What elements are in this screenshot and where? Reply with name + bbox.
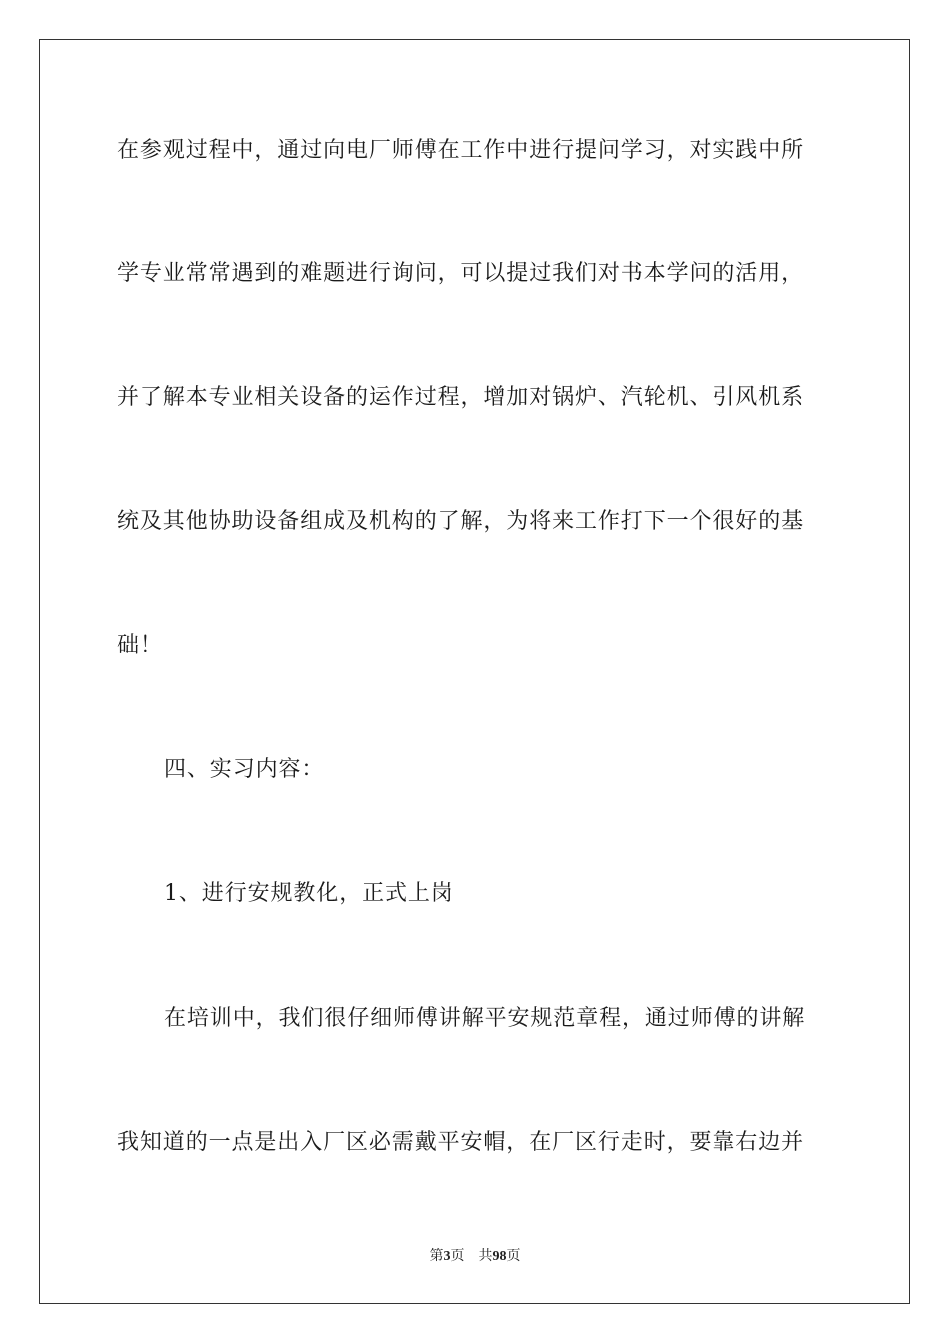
body-text-line: 在参观过程中，通过向电厂师傅在工作中进行提问学习，对实践中所	[117, 138, 805, 163]
body-text-line: 学专业常常遇到的难题进行询问，可以提过我们对书本学问的活用，	[117, 261, 805, 286]
section-heading: 四、实习内容：	[164, 757, 325, 782]
subsection-heading: 1、进行安规教化，正式上岗	[164, 881, 454, 906]
body-text-line: 统及其他协助设备组成及机构的了解，为将来工作打下一个很好的基	[117, 509, 805, 534]
footer-prefix: 第	[429, 1249, 444, 1264]
total-pages-number: 98	[492, 1249, 507, 1264]
body-text-line: 并了解本专业相关设备的运作过程，增加对锅炉、汽轮机、引风机系	[117, 385, 805, 410]
footer-total-prefix: 共	[478, 1249, 493, 1264]
page-footer	[0, 1247, 950, 1267]
page-border	[39, 39, 910, 1304]
footer-total-suffix: 页	[506, 1249, 521, 1264]
body-text-line: 在培训中，我们很仔细师傅讲解平安规范章程，通过师傅的讲解	[164, 1006, 806, 1031]
body-text-line: 础！	[117, 633, 163, 658]
current-page-number: 3	[443, 1249, 451, 1264]
footer-page-suffix: 页	[450, 1249, 465, 1264]
body-text-line: 我知道的一点是出入厂区必需戴平安帽，在厂区行走时，要靠右边并	[117, 1130, 805, 1155]
